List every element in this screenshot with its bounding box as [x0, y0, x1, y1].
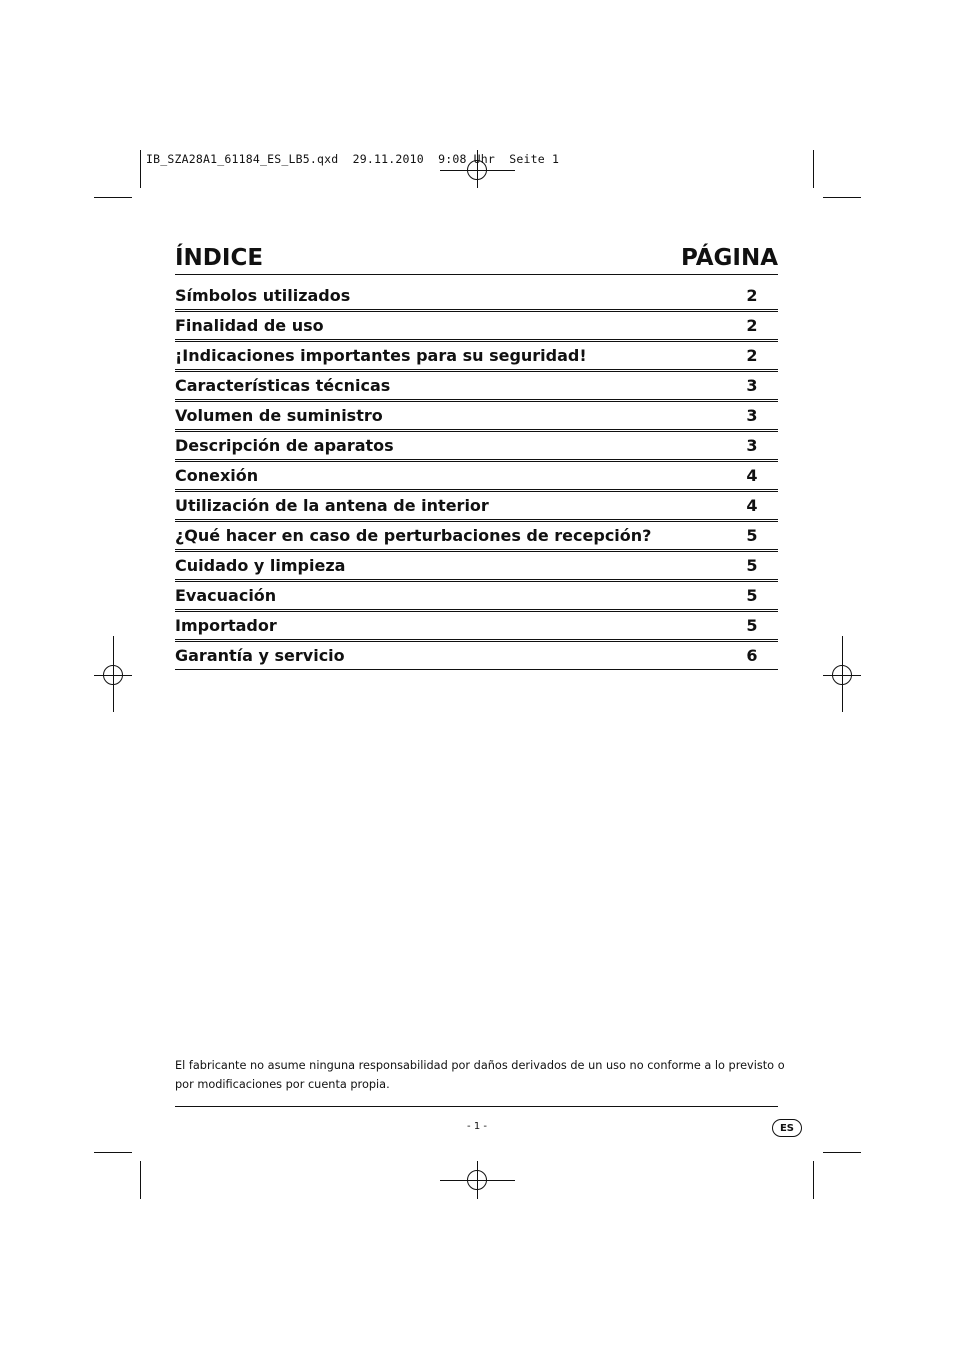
toc-entry-title: Símbolos utilizados — [175, 285, 351, 305]
crop-mark — [813, 150, 814, 188]
toc-entry[interactable] — [175, 401, 778, 430]
crop-mark — [140, 150, 141, 188]
toc-entry-title: Finalidad de uso — [175, 315, 324, 335]
toc-entry-page: 4 — [746, 495, 758, 515]
toc-entry-page: 2 — [746, 345, 758, 365]
toc-entry[interactable] — [175, 371, 778, 400]
registration-circle — [103, 665, 123, 685]
toc-entry[interactable] — [175, 341, 778, 370]
toc-heading-page: PÁGINA — [680, 245, 778, 271]
registration-circle — [467, 1170, 487, 1190]
print-slug: IB_SZA28A1_61184_ES_LB5.qxd 29.11.2010 9:08 Uhr Seite 1 — [146, 152, 560, 166]
toc-entry-title: Garantía y servicio — [175, 645, 345, 665]
disclaimer-footnote: El fabricante no asume ninguna responsabilidad por daños derivados de un uso no conforme a lo previsto o por modificaciones por cuenta propia. — [175, 1059, 785, 1091]
footer-rule — [175, 1106, 778, 1107]
toc-entry-page: 6 — [746, 645, 758, 665]
toc-entry-page: 3 — [746, 435, 758, 455]
toc-entry[interactable] — [175, 551, 778, 580]
language-badge: ES — [772, 1119, 802, 1137]
toc-entry-title: ¡Indicaciones importantes para su seguridad! — [175, 345, 587, 365]
toc-entry-title: Cuidado y limpieza — [175, 555, 346, 575]
toc-entry-page: 5 — [746, 525, 758, 545]
toc-entry-page: 2 — [746, 315, 758, 335]
toc-entry-page: 2 — [746, 285, 758, 305]
crop-mark — [813, 1161, 814, 1199]
toc-entry[interactable] — [175, 521, 778, 550]
toc-entry[interactable] — [175, 611, 778, 640]
crop-mark — [140, 1161, 141, 1199]
crop-mark — [94, 197, 132, 198]
toc-entry-title: Evacuación — [175, 585, 277, 605]
toc-entry[interactable] — [175, 311, 778, 340]
toc-heading-title: ÍNDICE — [175, 245, 264, 271]
toc-entry[interactable] — [175, 641, 778, 670]
toc-entry-title: Utilización de la antena de interior — [175, 495, 489, 515]
toc-entry-title: ¿Qué hacer en caso de perturbaciones de recepción? — [175, 525, 652, 545]
toc-entry[interactable] — [175, 461, 778, 490]
toc-entry-page: 3 — [746, 375, 758, 395]
crop-mark — [823, 1152, 861, 1153]
toc-entry[interactable] — [175, 431, 778, 460]
toc-entry[interactable] — [175, 581, 778, 610]
toc-entry-page: 4 — [746, 465, 758, 485]
toc-entry-title: Características técnicas — [175, 375, 391, 395]
toc-entry-page: 3 — [746, 405, 758, 425]
toc-heading — [175, 243, 778, 273]
toc-entry-title: Descripción de aparatos — [175, 435, 394, 455]
toc-entry-page: 5 — [746, 555, 758, 575]
toc-entry-title: Conexión — [175, 465, 259, 485]
heading-rule — [175, 274, 778, 275]
toc-entry[interactable] — [175, 491, 778, 520]
registration-circle — [832, 665, 852, 685]
toc-entry-title: Importador — [175, 615, 277, 635]
crop-mark — [823, 197, 861, 198]
toc-entry-title: Volumen de suministro — [175, 405, 383, 425]
page-number: - 1 - — [467, 1121, 487, 1132]
toc-entry-page: 5 — [746, 585, 758, 605]
toc-entry[interactable] — [175, 281, 778, 310]
crop-mark — [94, 1152, 132, 1153]
toc-entry-page: 5 — [746, 615, 758, 635]
table-of-contents — [175, 281, 778, 671]
